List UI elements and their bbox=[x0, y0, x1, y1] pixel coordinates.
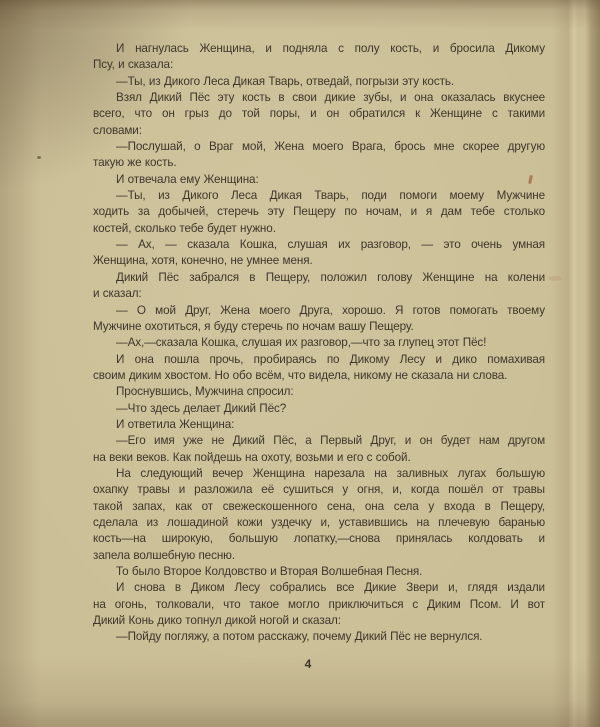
text-line: —Ты, из Дикого Леса Дикая Тварь, поди помоги моему Мужчине bbox=[116, 189, 545, 203]
text-line: запела волшебную песню. bbox=[93, 548, 235, 562]
text-line: —Пойду погляжу, а потом расскажу, почему Дикий Пёс не вернулся. bbox=[116, 630, 483, 644]
text-line: на огонь, толковали, что такое могло приключиться с Диким Псом. И вот bbox=[93, 597, 545, 611]
text-line: Женщина, хотя, конечно, не умнее меня. bbox=[93, 254, 313, 268]
text-line: сделала из лошадиной кожи уздечку и, уставившись на плечевую баранью bbox=[93, 515, 545, 529]
text-line: —Ах,—сказала Кошка, слушая их разговор,—что за глупец этот Пёс! bbox=[116, 336, 487, 350]
text-line: —Ты, из Дикого Леса Дикая Тварь, отведай, погрызи эту кость. bbox=[116, 74, 454, 88]
text-line: —Послушай, о Враг мой, Жена моего Врага, брось мне скорее другую bbox=[116, 140, 545, 154]
text-line: — О мой Друг, Жена моего Друга, хорошо. Я готов помогать твоему bbox=[116, 303, 545, 317]
text-line: И она пошла прочь, пробираясь по Дикому Лесу и дико помахивая bbox=[116, 352, 545, 366]
text-line: И отвечала ему Женщина: bbox=[116, 172, 259, 186]
text-line: такую же кость. bbox=[93, 156, 177, 170]
text-line: И ответила Женщина: bbox=[116, 417, 235, 431]
text-line: охапку травы и разложила её сушиться у огня, и, когда пошёл от травы bbox=[93, 483, 545, 497]
text-line: Дикий Конь дико топнул дикой ногой и сказал: bbox=[93, 614, 341, 628]
text-line: костей, сколько тебе будет нужно. bbox=[93, 221, 276, 235]
paper-smudge bbox=[548, 276, 562, 281]
text-line: —Его имя уже не Дикий Пёс, а Первый Друг, и он будет нам другом bbox=[116, 434, 545, 448]
text-line: на веки веков. Как пойдешь на охоту, возьми и его с собой. bbox=[93, 450, 411, 464]
text-line: и сказал: bbox=[93, 287, 142, 301]
text-line: такой запах, как от свежескошенного сена, она села у входа в Пещеру, bbox=[93, 499, 545, 513]
text-line: Проснувшись, Мужчина спросил: bbox=[116, 385, 294, 399]
text-line: всего, что он грыз до той поры, и он обратился к Женщине с такими bbox=[93, 107, 545, 121]
text-line: своим диким хвостом. Но обо всём, что видела, никому не сказала ни слова. bbox=[93, 368, 508, 382]
text-line: Дикий Пёс забрался в Пещеру, положил голову Женщине на колени bbox=[116, 270, 545, 284]
text-line: — Ах, — сказала Кошка, слушая их разговор, — это очень умная bbox=[116, 238, 545, 252]
paper-speck bbox=[37, 156, 41, 159]
text-line: Взял Дикий Пёс эту кость в свои дикие зубы, и она оказалась вкуснее bbox=[116, 91, 545, 105]
text-line: словами: bbox=[93, 123, 142, 137]
text-line: И снова в Диком Лесу собрались все Дикие Звери и, глядя издали bbox=[116, 581, 545, 595]
text-line: Псу, и сказала: bbox=[93, 58, 174, 72]
text-block bbox=[93, 41, 545, 646]
text-line: И нагнулась Женщина, и подняла с полу кость, и бросила Дикому bbox=[116, 42, 545, 55]
text-line: То было Второе Колдовство и Вторая Волшебная Песня. bbox=[116, 565, 423, 578]
text-line: кость—на широкую, большую лопатку,—снова принялась колдовать и bbox=[93, 532, 545, 546]
page-number: 4 bbox=[304, 657, 312, 671]
text-line: Мужчине охотиться, я буду стеречь по ночам вашу Пещеру. bbox=[93, 319, 414, 333]
text-line: На следующий вечер Женщина нарезала на заливных лугах большую bbox=[116, 466, 545, 480]
text-line: —Что здесь делает Дикий Пёс? bbox=[116, 401, 287, 415]
text-line: ходить за добычей, стеречь эту Пещеру по ночам, и я дам тебе столько bbox=[93, 205, 545, 219]
